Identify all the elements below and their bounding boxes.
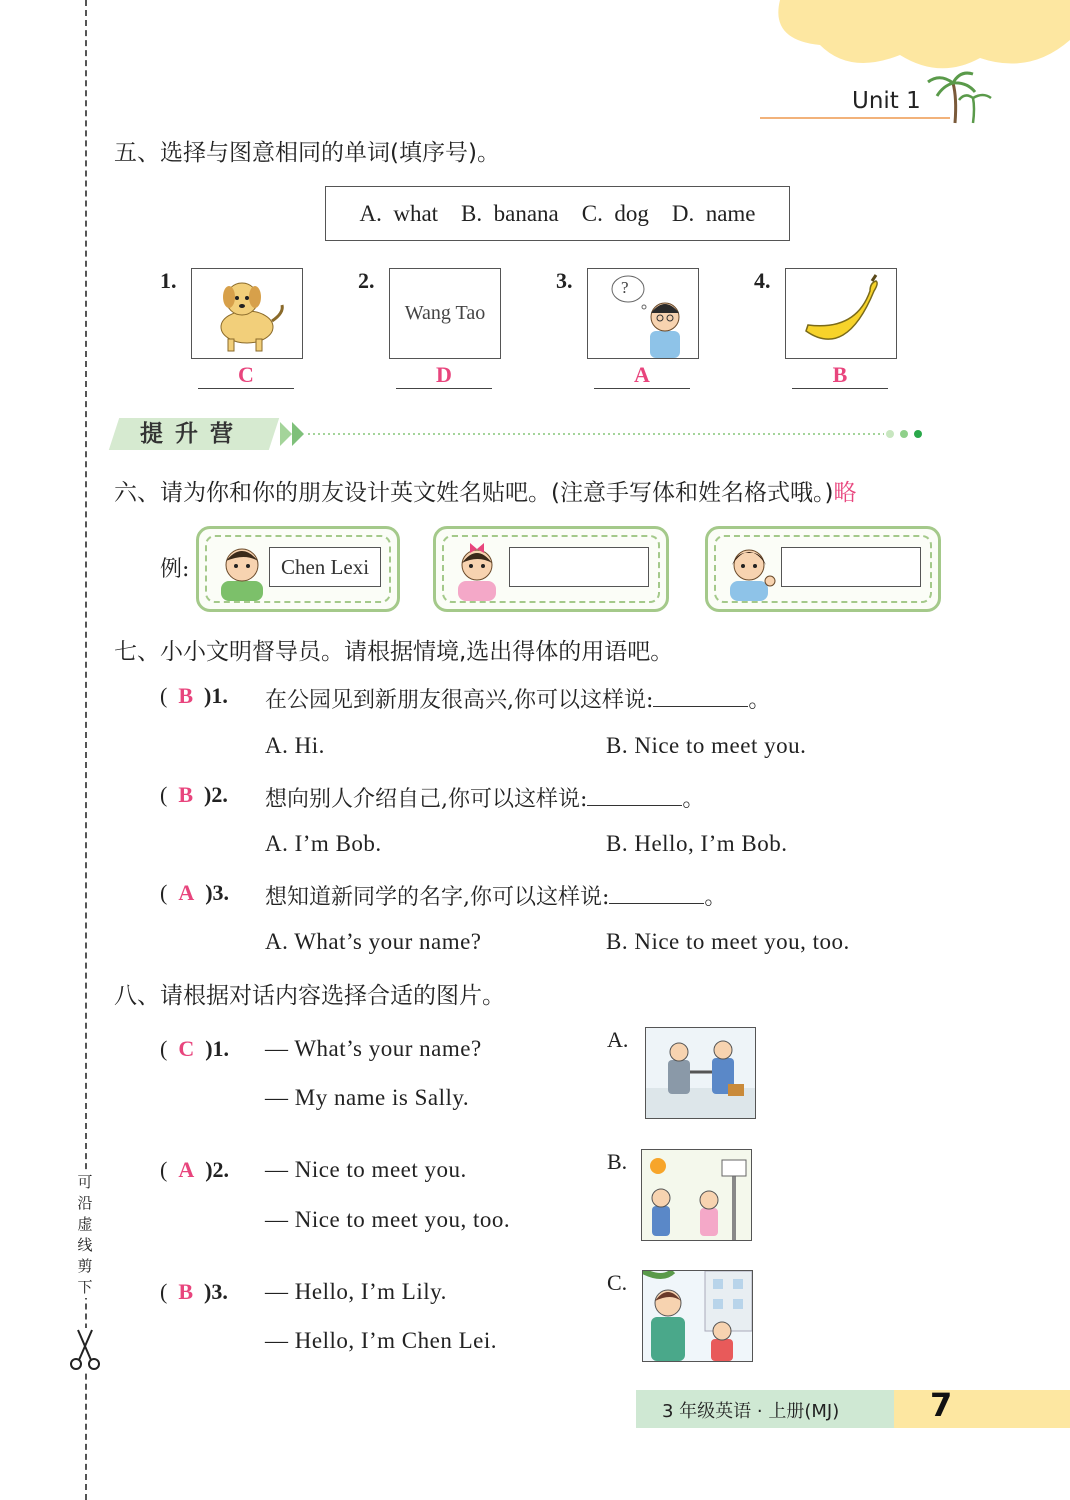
- picture-b-kids-playground: [641, 1149, 752, 1241]
- section6-title: 六、请为你和你的朋友设计英文姓名贴吧。(注意手写体和姓名格式哦。)略: [114, 480, 857, 506]
- answer-blank: A: [594, 362, 690, 389]
- dog-icon: [192, 269, 302, 358]
- answer-choice: A: [178, 880, 195, 905]
- answer-blank: C: [198, 362, 294, 389]
- dialogue-line: — My name is Sally.: [265, 1085, 470, 1110]
- answer-blank: [653, 686, 748, 707]
- question-row: ( A )3.: [160, 880, 230, 905]
- page-number: 7: [930, 1386, 953, 1424]
- question-text: 想向别人介绍自己,你可以这样说: 。: [265, 787, 705, 812]
- item-number: 1.: [160, 268, 177, 293]
- word-options-box: A. what B. banana C. dog D. name: [325, 186, 790, 241]
- picture-name-card: Wang Tao: [389, 268, 501, 359]
- answer-blank: [587, 785, 682, 806]
- option-a: A. I’m Bob.: [265, 831, 382, 856]
- item-number: 3.: [556, 268, 573, 293]
- option-b: B. Nice to meet you, too.: [606, 929, 850, 954]
- question-bubble-text: ?: [621, 278, 629, 297]
- palm-tree-icon: [925, 68, 995, 126]
- answer-choice: C: [178, 1036, 195, 1061]
- question-row: ( C )1.: [160, 1036, 230, 1061]
- banana-icon: [786, 269, 896, 358]
- question-row: ( B )3.: [160, 1279, 228, 1304]
- answer-choice: A: [178, 1157, 195, 1182]
- dialogue-line: — What’s your name?: [265, 1036, 482, 1061]
- answer-blank: D: [396, 362, 492, 389]
- question-text: 在公园见到新朋友很高兴,你可以这样说: 。: [265, 688, 771, 713]
- question-row: ( B )1.: [160, 683, 228, 708]
- name-field-friend[interactable]: [781, 547, 921, 587]
- name-card-girl: [433, 526, 669, 612]
- answer-blank: [609, 883, 704, 904]
- banner-label: 提 升 营: [140, 421, 236, 447]
- kids-playground-icon: [642, 1150, 751, 1240]
- answer-note: 略: [833, 480, 857, 506]
- name-field-girl[interactable]: [509, 547, 649, 587]
- picture-dog: [191, 268, 303, 359]
- picture-label: A.: [607, 1027, 629, 1052]
- option-a: A. Hi.: [265, 733, 325, 758]
- footer-page-band: [894, 1390, 1070, 1428]
- thinking-boy-icon: [588, 269, 698, 358]
- dialogue-line: — Hello, I’m Lily.: [265, 1279, 447, 1304]
- question-row: ( A )2.: [160, 1157, 230, 1182]
- girl-avatar-icon: [450, 537, 504, 601]
- name-card-example: [196, 526, 400, 612]
- scissors-icon: [68, 1328, 102, 1372]
- item-number: 2.: [358, 268, 375, 293]
- option-b: B. Hello, I’m Bob.: [606, 831, 788, 856]
- answer-choice: B: [178, 683, 194, 708]
- option-a: A. What’s your name?: [265, 929, 482, 954]
- picture-label: C.: [607, 1270, 628, 1295]
- item-number: 4.: [754, 268, 771, 293]
- men-greeting-icon: [646, 1028, 755, 1118]
- dialogue-line: — Nice to meet you.: [265, 1157, 467, 1182]
- unit-label: Unit 1: [852, 88, 921, 114]
- section8-title: 八、请根据对话内容选择合适的图片。: [114, 983, 505, 1009]
- picture-banana: [785, 268, 897, 359]
- section7-title: 七、小小文明督导员。请根据情境,选出得体的用语吧。: [114, 639, 674, 665]
- picture-label: B.: [607, 1149, 628, 1174]
- question-text: 想知道新同学的名字,你可以这样说: 。: [265, 885, 727, 910]
- footer-book-title: 3 年级英语 · 上册(MJ): [662, 1401, 840, 1422]
- question-row: ( B )2.: [160, 782, 228, 807]
- teacher-girl-icon: [643, 1271, 752, 1361]
- answer-choice: B: [178, 782, 194, 807]
- dialogue-line: — Nice to meet you, too.: [265, 1207, 511, 1232]
- banner-arrows: [276, 418, 926, 450]
- name-field-example: Chen Lexi: [269, 547, 381, 587]
- option-b: B. Nice to meet you.: [606, 733, 807, 758]
- girl-waving-avatar-icon: [722, 537, 778, 601]
- answer-blank: B: [792, 362, 888, 389]
- picture-c-teacher-girl: [642, 1270, 753, 1362]
- answer-choice: B: [178, 1279, 194, 1304]
- picture-thinking-boy: [587, 268, 699, 359]
- cut-instruction: 可 沿 虚 线 剪 下: [77, 1173, 93, 1296]
- picture-a-men-greeting: [645, 1027, 756, 1119]
- example-label: 例:: [160, 557, 190, 582]
- boy-avatar-icon: [215, 539, 269, 601]
- name-card-friend: [705, 526, 941, 612]
- dialogue-line: — Hello, I’m Chen Lei.: [265, 1328, 498, 1353]
- section5-title: 五、选择与图意相同的单词(填序号)。: [114, 140, 500, 166]
